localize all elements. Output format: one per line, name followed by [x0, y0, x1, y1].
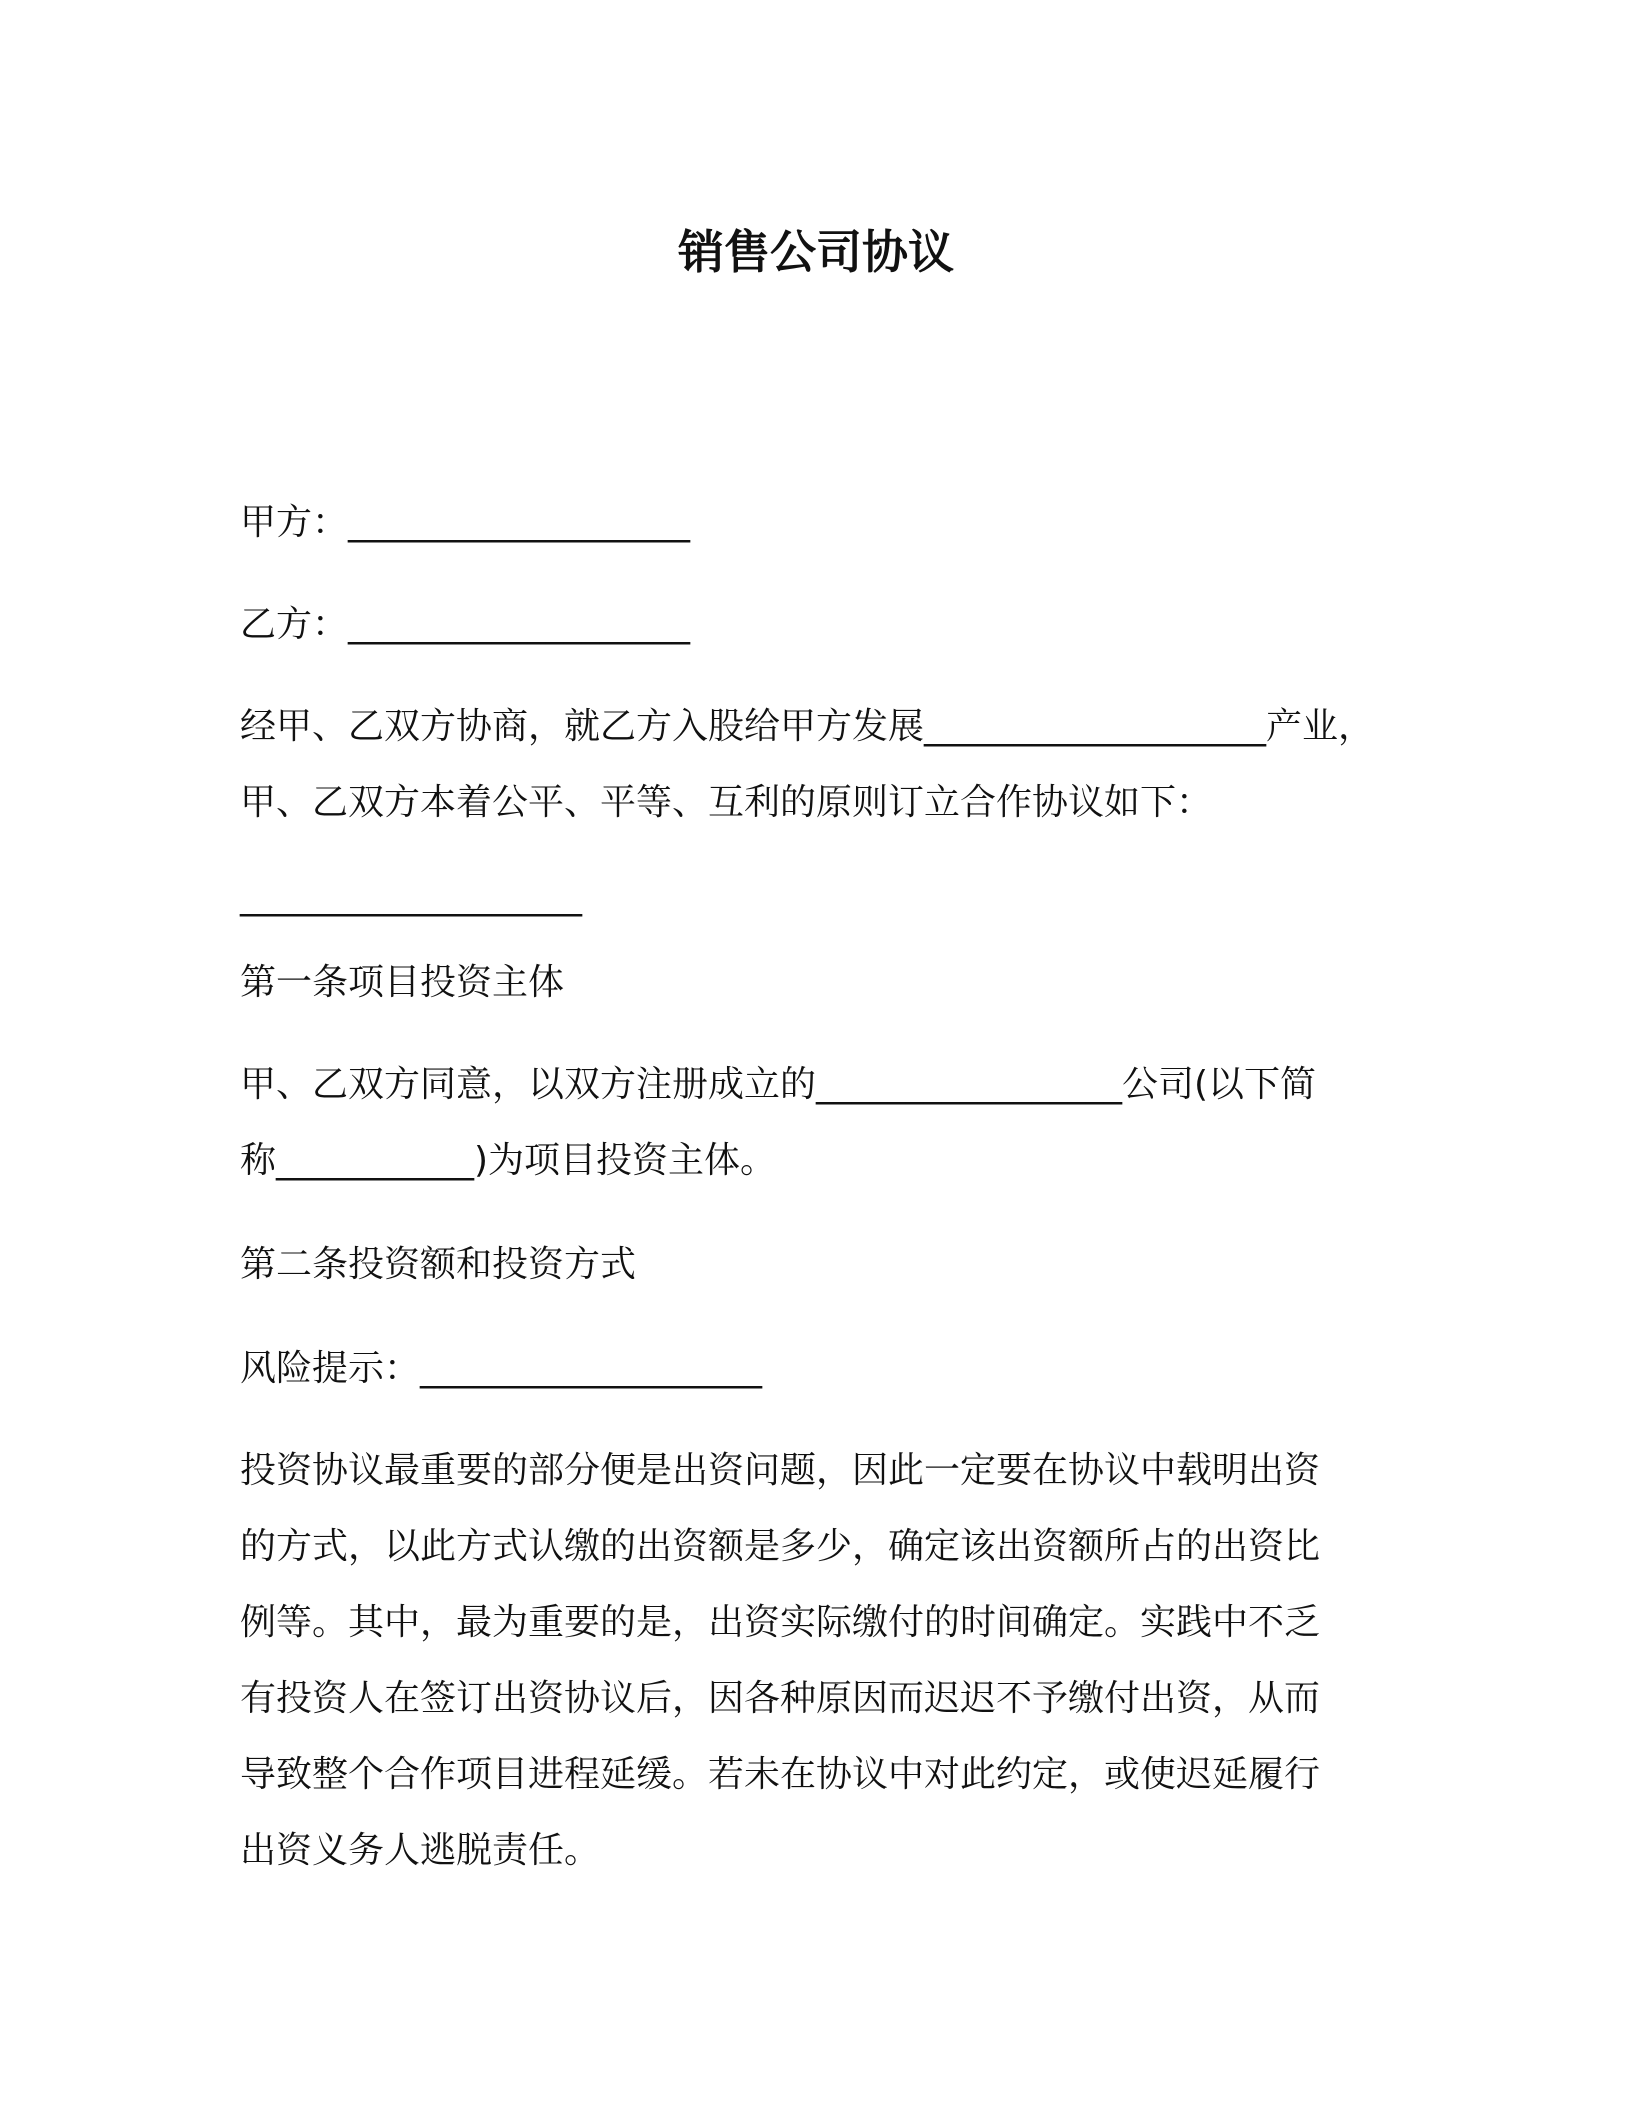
- risk-paragraph-line-5: 导致整个合作项目进程延缓。若未在协议中对此约定，或使迟延履行: [240, 1754, 1321, 1795]
- party-b-line: 乙方：___________________: [240, 604, 691, 645]
- party-a-line: 甲方：___________________: [240, 502, 691, 543]
- article-2-heading: 第二条投资额和投资方式: [240, 1244, 637, 1285]
- risk-paragraph-line-3: 例等。其中，最为重要的是，出资实际缴付的时间确定。实践中不乏: [240, 1602, 1321, 1643]
- document-title: 销售公司协议: [678, 225, 954, 279]
- risk-paragraph-line-6: 出资义务人逃脱责任。: [240, 1830, 601, 1871]
- blank-line: ___________________: [240, 876, 582, 917]
- risk-paragraph-line-1: 投资协议最重要的部分便是出资问题，因此一定要在协议中载明出资: [240, 1450, 1321, 1491]
- preamble-line-2: 甲、乙双方本着公平、平等、互利的原则订立合作协议如下：: [240, 782, 1213, 823]
- risk-notice-line: 风险提示：___________________: [240, 1348, 763, 1389]
- preamble-line-1: 经甲、乙双方协商，就乙方入股给甲方发展___________________产业，: [240, 706, 1375, 747]
- article-1-heading: 第一条项目投资主体: [240, 962, 565, 1003]
- risk-paragraph-line-4: 有投资人在签订出资协议后，因各种原因而迟迟不予缴付出资，从而: [240, 1678, 1321, 1719]
- article-1-text-line-2: 称___________)为项目投资主体。: [240, 1140, 777, 1181]
- risk-paragraph-line-2: 的方式，以此方式认缴的出资额是多少，确定该出资额所占的出资比: [240, 1526, 1321, 1567]
- article-1-text-line-1: 甲、乙双方同意，以双方注册成立的_________________公司(以下简: [240, 1064, 1317, 1105]
